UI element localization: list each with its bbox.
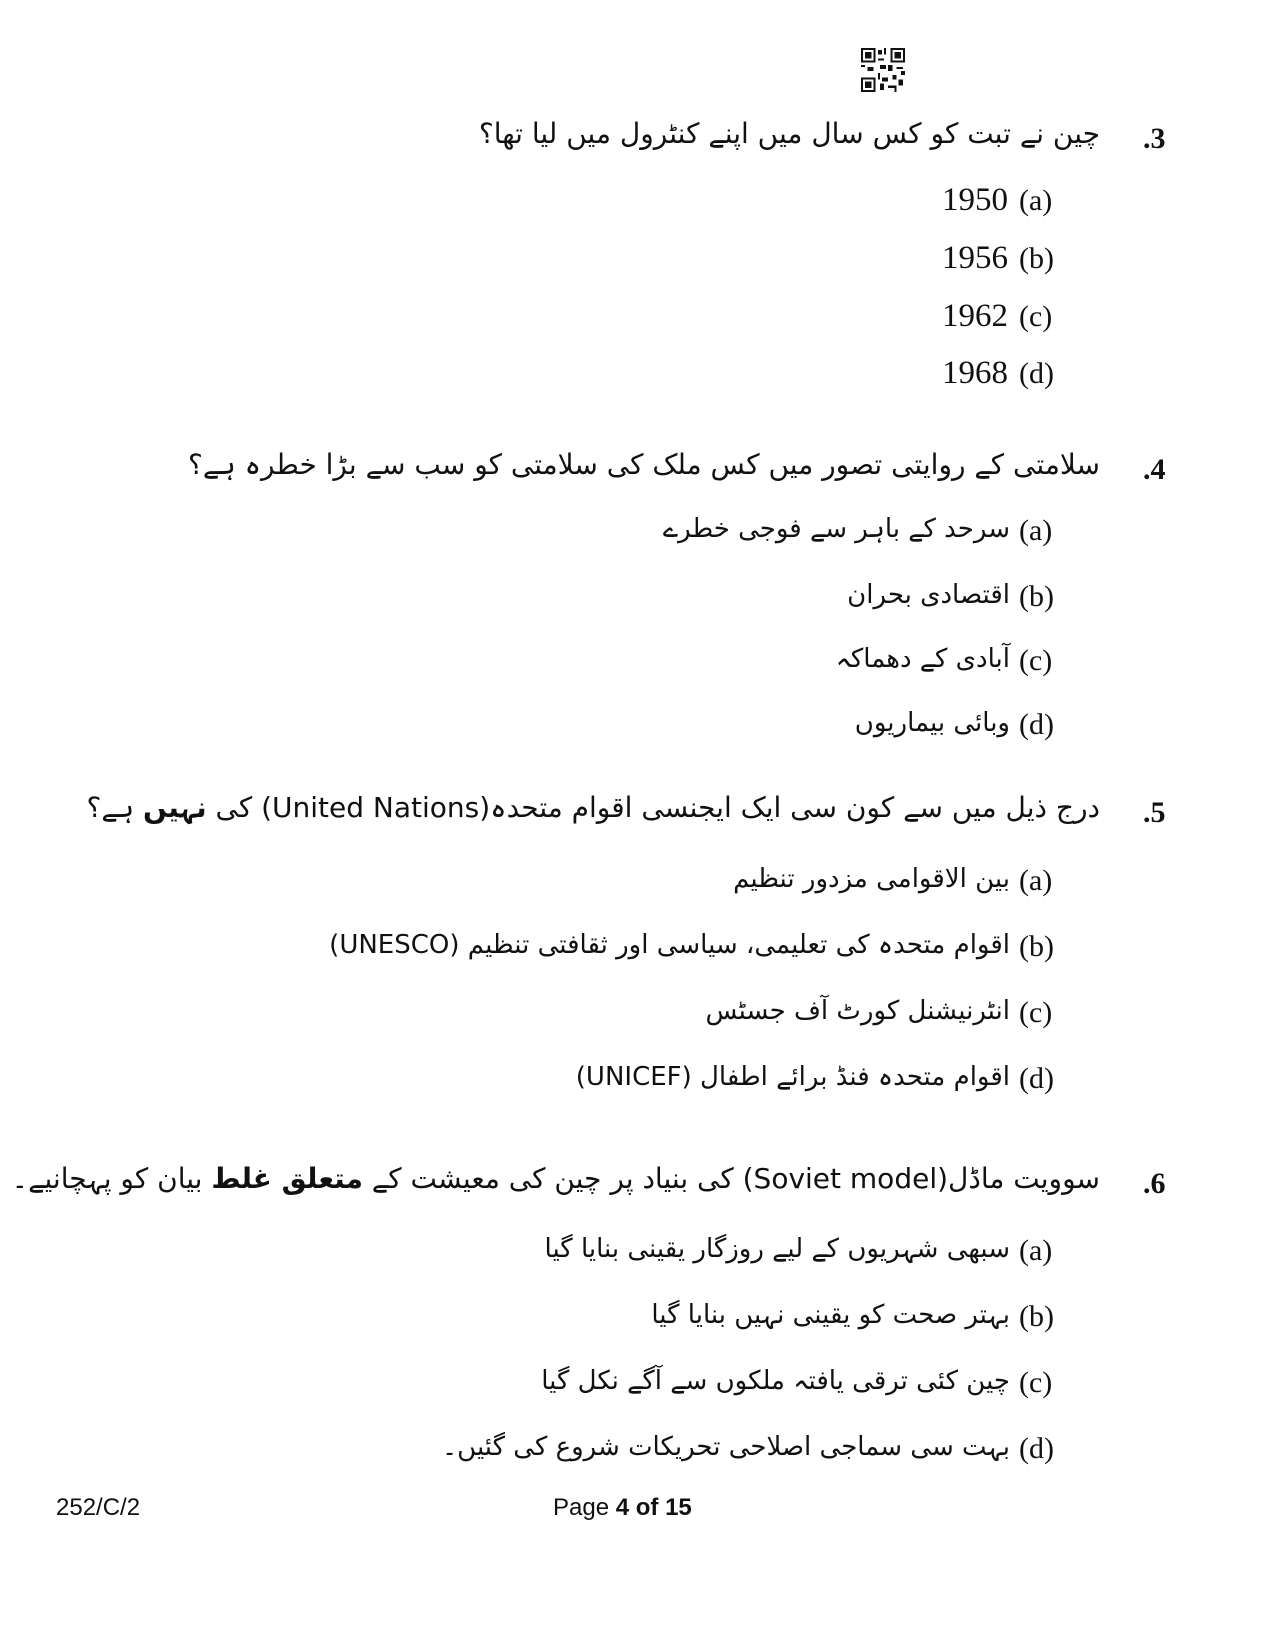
question-6-text-main: سوویت ماڈل(Soviet model) کی بنیاد پر چین کی معیشت کے bbox=[362, 1162, 1100, 1195]
question-4-option-d-text: وبائی بیماریوں bbox=[854, 708, 1010, 738]
question-6-number: .6 bbox=[1143, 1167, 1166, 1200]
question-3-option-d-label: (d) bbox=[1019, 357, 1054, 390]
question-5-option-b-text: اقوام متحدہ کی تعلیمی، سیاسی اور ثقافتی تنظیم (UNESCO) bbox=[329, 930, 1010, 960]
question-3-number: .3 bbox=[1143, 122, 1166, 155]
question-4-option-a-text: سرحد کے باہر سے فوجی خطرے bbox=[662, 514, 1010, 544]
question-4-option-b-label: (b) bbox=[1019, 580, 1054, 613]
question-3-option-c-label: (c) bbox=[1019, 300, 1053, 333]
question-3-option-a-label: (a) bbox=[1019, 184, 1053, 217]
page-current: 4 bbox=[615, 1494, 630, 1521]
question-6-option-a-text: سبھی شہریوں کے لیے روزگار یقینی بنایا گیا bbox=[544, 1234, 1010, 1264]
question-5-option-b-label: (b) bbox=[1019, 930, 1054, 963]
question-5-text bbox=[86, 791, 1100, 824]
question-4-option-c-label: (c) bbox=[1019, 644, 1053, 677]
question-5-text-emphasis: نہیں bbox=[143, 791, 207, 824]
question-5-text-end: ہے؟ bbox=[86, 791, 144, 824]
question-6-option-a-label: (a) bbox=[1019, 1234, 1053, 1267]
page-of: of bbox=[629, 1494, 666, 1521]
question-3-option-c-text: 1962 bbox=[942, 298, 1008, 334]
page-prefix: Page bbox=[553, 1494, 616, 1521]
question-6-option-c-text: چین کئی ترقی یافتہ ملکوں سے آگے نکل گیا bbox=[541, 1366, 1010, 1396]
question-3-option-b-label: (b) bbox=[1019, 242, 1054, 275]
question-5-option-d-label: (d) bbox=[1019, 1062, 1054, 1095]
question-5-option-c-text: انٹرنیشنل کورٹ آف جسٹس bbox=[705, 996, 1010, 1026]
question-6-text-emphasis: متعلق غلط bbox=[211, 1162, 363, 1195]
paper-code: 252/C/2 bbox=[56, 1494, 141, 1521]
question-3-option-d-text: 1968 bbox=[942, 355, 1008, 391]
question-3-text: چین نے تبت کو کس سال میں اپنے کنٹرول میں لیا تھا؟ bbox=[478, 117, 1100, 150]
page-total: 15 bbox=[665, 1494, 692, 1521]
question-4-number: .4 bbox=[1143, 453, 1166, 486]
question-4-text: سلامتی کے روایتی تصور میں کس ملک کی سلامتی کو سب سے بڑا خطرہ ہے؟ bbox=[188, 448, 1100, 481]
question-4-option-a-label: (a) bbox=[1019, 514, 1053, 547]
question-5-option-a-text: بین الاقوامی مزدور تنظیم bbox=[733, 864, 1010, 894]
question-6-option-b-label: (b) bbox=[1019, 1300, 1054, 1333]
question-6-text-end: بیان کو پہچانیے۔ bbox=[11, 1162, 212, 1195]
question-5-option-d-text: اقوام متحدہ فنڈ برائے اطفال (UNICEF) bbox=[575, 1062, 1010, 1092]
question-3-option-b-text: 1956 bbox=[942, 240, 1008, 276]
question-5-option-c-label: (c) bbox=[1019, 996, 1053, 1029]
page-indicator bbox=[553, 1494, 692, 1522]
question-5-number: .5 bbox=[1143, 796, 1166, 829]
question-4-option-b-text: اقتصادی بحران bbox=[847, 580, 1010, 610]
question-6-option-b-text: بہتر صحت کو یقینی نہیں بنایا گیا bbox=[651, 1300, 1010, 1330]
qr-code bbox=[861, 48, 905, 92]
question-6-option-d-text: بہت سی سماجی اصلاحی تحریکات شروع کی گئیں۔ bbox=[441, 1432, 1010, 1462]
question-3-option-a-text: 1950 bbox=[942, 182, 1008, 218]
question-5-text-main: درج ذیل میں سے کون سی ایک ایجنسی اقوام متحدہ(United Nations) کی bbox=[206, 791, 1100, 824]
question-6-option-d-label: (d) bbox=[1019, 1432, 1054, 1465]
question-4-option-d-label: (d) bbox=[1019, 708, 1054, 741]
question-6-text bbox=[12, 1162, 1100, 1195]
question-5-option-a-label: (a) bbox=[1019, 864, 1053, 897]
question-6-option-c-label: (c) bbox=[1019, 1366, 1053, 1399]
question-4-option-c-text: آبادی کے دھماکہ bbox=[835, 644, 1010, 674]
